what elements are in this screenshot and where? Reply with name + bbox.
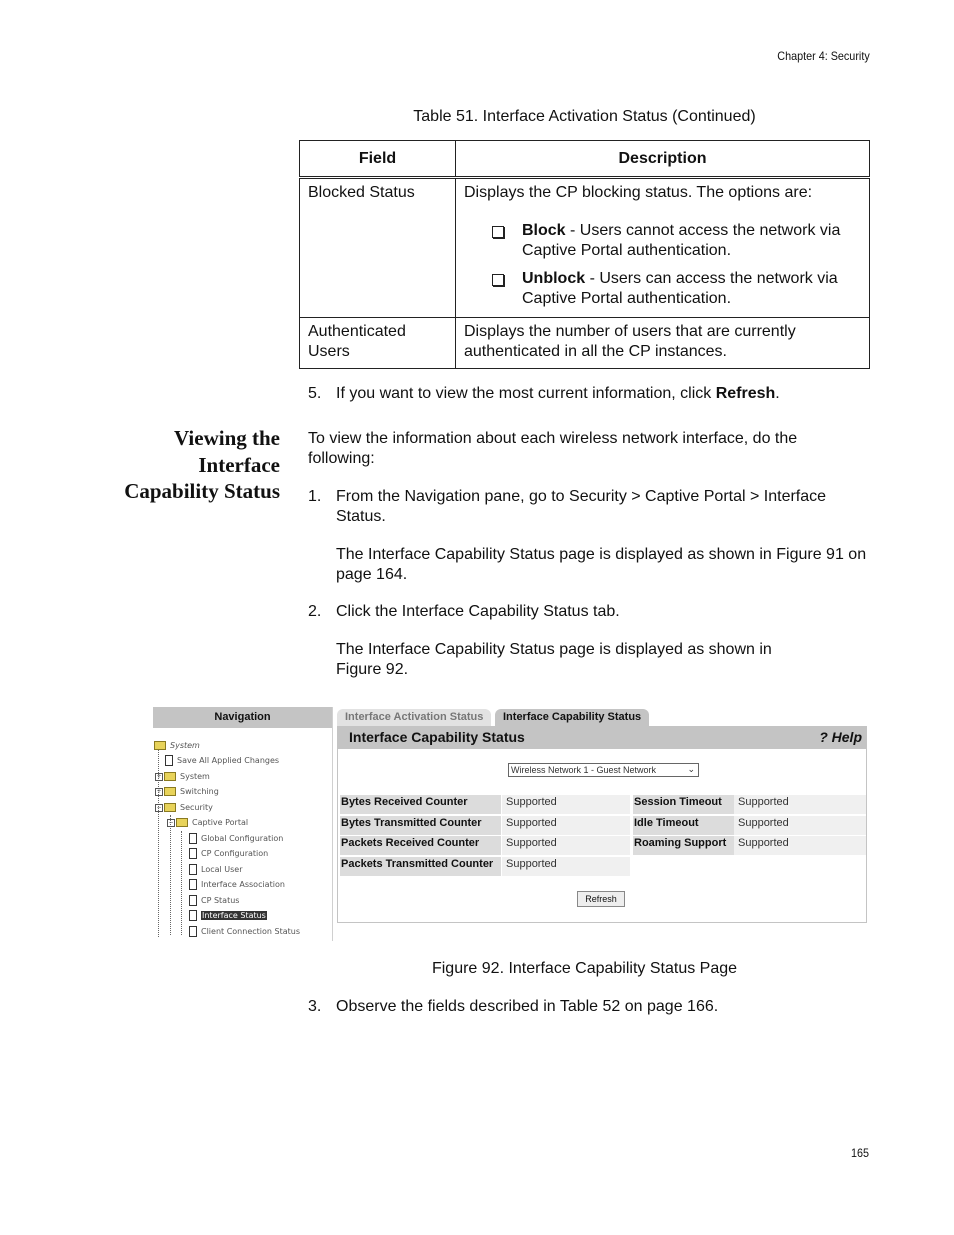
navigation-pane xyxy=(153,707,333,941)
nav-label: System xyxy=(170,741,200,750)
tab-interface-activation-status[interactable]: Interface Activation Status xyxy=(337,709,491,726)
page-icon xyxy=(189,833,197,844)
nav-interface-status[interactable] xyxy=(189,909,267,923)
heading-line: Interface xyxy=(198,452,280,477)
checkbox-bullet-icon xyxy=(492,226,504,238)
page-icon xyxy=(189,864,197,875)
option-term: Block xyxy=(522,222,566,239)
field-label: Roaming Support xyxy=(633,836,734,855)
refresh-button[interactable]: Refresh xyxy=(577,891,625,907)
nav-label-selected: Interface Status xyxy=(202,911,266,920)
description-cell: Displays the number of users that are currently authenticated in all the CP instances. xyxy=(456,318,870,369)
field-value: Supported xyxy=(502,836,630,855)
page-icon xyxy=(189,848,197,859)
nav-cp-status[interactable] xyxy=(189,894,239,908)
field-label: Idle Timeout xyxy=(633,816,734,835)
table-caption: Table 51. Interface Activation Status (Continued) xyxy=(413,108,756,125)
nav-system[interactable] xyxy=(155,770,210,784)
interface-activation-table xyxy=(299,140,870,369)
field-label: Packets Received Counter xyxy=(340,836,501,855)
nav-label: System xyxy=(180,772,210,781)
field-label: Packets Transmitted Counter xyxy=(340,857,501,876)
chevron-down-icon: ⌄ xyxy=(687,764,695,774)
nav-label: Client Connection Status xyxy=(201,927,301,936)
nav-label: Switching xyxy=(180,787,219,796)
description-text: Displays the CP blocking status. The options are: xyxy=(464,184,813,201)
nav-save-all-applied-changes[interactable] xyxy=(165,754,279,768)
field-cell: Blocked Status xyxy=(300,178,456,318)
page-icon xyxy=(189,879,197,890)
description-cell xyxy=(456,178,870,318)
nav-label: CP Status xyxy=(201,896,240,905)
open-folder-icon xyxy=(154,741,166,750)
chapter-header: Chapter 4: Security xyxy=(777,49,870,63)
step-3 xyxy=(308,997,868,1017)
option-text: - Users cannot access the network via Captive Portal authentication. xyxy=(522,222,841,259)
step-text: Observe the fields described in Table 52 on page 166. xyxy=(336,998,719,1015)
page-icon xyxy=(165,755,173,766)
nav-switching[interactable] xyxy=(155,785,219,799)
nav-captive-portal[interactable] xyxy=(167,816,248,830)
nav-interface-association[interactable] xyxy=(189,878,285,892)
step-5 xyxy=(308,384,868,404)
field-value: Supported xyxy=(502,816,630,835)
option-text: - Users can access the network via Captive Portal authentication. xyxy=(522,270,838,307)
step-text: If you want to view the most current information, click xyxy=(336,385,716,402)
nav-label: Local User xyxy=(201,865,243,874)
step-bold: Refresh xyxy=(715,385,776,402)
heading-line: Viewing the xyxy=(174,426,280,450)
capability-panel xyxy=(337,726,867,923)
intro-paragraph: To view the information about each wireless network interface, do the following: xyxy=(308,430,798,467)
collapse-minus-icon[interactable]: − xyxy=(156,803,162,811)
nav-label: Global Configuration xyxy=(201,834,284,843)
page-icon xyxy=(189,910,197,921)
tab-interface-capability-status[interactable]: Interface Capability Status xyxy=(495,709,649,726)
step-number: 2. xyxy=(308,603,322,620)
nav-label: Captive Portal xyxy=(192,818,249,827)
figure-screenshot xyxy=(153,707,869,941)
wireless-network-select[interactable] xyxy=(508,763,699,777)
table-row xyxy=(300,318,870,369)
navigation-title: Navigation xyxy=(153,707,332,728)
heading-line: Capability Status xyxy=(124,479,280,503)
nav-label: Interface Association xyxy=(201,880,285,889)
nav-label: Save All Applied Changes xyxy=(177,756,280,765)
help-link[interactable]: ? Help xyxy=(819,729,862,745)
open-folder-icon xyxy=(164,803,176,812)
nav-root-system[interactable] xyxy=(154,739,200,753)
option-unblock xyxy=(464,269,861,309)
step-2 xyxy=(308,602,868,680)
table-header-row xyxy=(300,141,870,178)
field-value: Supported xyxy=(734,816,866,835)
select-value: Wireless Network 1 - Guest Network xyxy=(511,765,657,775)
field-value: Supported xyxy=(734,795,866,814)
page-icon xyxy=(189,926,197,937)
checkbox-bullet-icon xyxy=(492,274,504,286)
step-number: 1. xyxy=(308,488,322,505)
field-value: Supported xyxy=(502,857,630,876)
step-end: . xyxy=(775,385,780,402)
field-label: Bytes Transmitted Counter xyxy=(340,816,501,835)
step-number: 3. xyxy=(308,998,322,1015)
table-row xyxy=(300,178,870,318)
nav-global-configuration[interactable] xyxy=(189,832,283,846)
step-1 xyxy=(308,487,868,585)
nav-local-user[interactable] xyxy=(189,863,243,877)
field-value: Supported xyxy=(502,795,630,814)
nav-client-connection-status[interactable] xyxy=(189,925,300,939)
step-text: From the Navigation pane, go to Security > Captive Portal > Interface Status. xyxy=(336,488,827,525)
expand-plus-icon[interactable]: + xyxy=(156,772,162,780)
option-block xyxy=(464,221,861,261)
field-value: Supported xyxy=(734,836,866,855)
step-followup: The Interface Capability Status page is displayed as shown in Figure 91 on page 164. xyxy=(336,546,867,583)
folder-icon xyxy=(164,772,176,781)
column-header-field: Field xyxy=(300,141,456,178)
expand-plus-icon[interactable]: + xyxy=(156,787,162,795)
field-label: Bytes Received Counter xyxy=(340,795,501,814)
step-text: Click the Interface Capability Status tab. xyxy=(336,603,620,620)
section-heading xyxy=(124,425,280,505)
figure-caption: Figure 92. Interface Capability Status Page xyxy=(431,960,738,977)
open-folder-icon xyxy=(176,818,188,827)
panel-header xyxy=(338,726,866,749)
nav-label: Security xyxy=(180,803,213,812)
step-followup: The Interface Capability Status page is displayed as shown in Figure 92. xyxy=(336,641,772,678)
step-number: 5. xyxy=(308,385,322,402)
nav-cp-configuration[interactable] xyxy=(189,847,268,861)
collapse-minus-icon[interactable]: − xyxy=(168,818,174,826)
nav-label: CP Configuration xyxy=(201,849,269,858)
field-cell: Authenticated Users xyxy=(300,318,456,369)
column-header-description: Description xyxy=(456,141,870,178)
page-icon xyxy=(189,895,197,906)
field-label: Session Timeout xyxy=(633,795,734,814)
option-term: Unblock xyxy=(522,270,586,287)
folder-icon xyxy=(164,787,176,796)
nav-security[interactable] xyxy=(155,801,213,815)
content-pane xyxy=(337,707,869,941)
panel-title: Interface Capability Status xyxy=(349,729,525,745)
page-number: 165 xyxy=(850,1146,869,1160)
